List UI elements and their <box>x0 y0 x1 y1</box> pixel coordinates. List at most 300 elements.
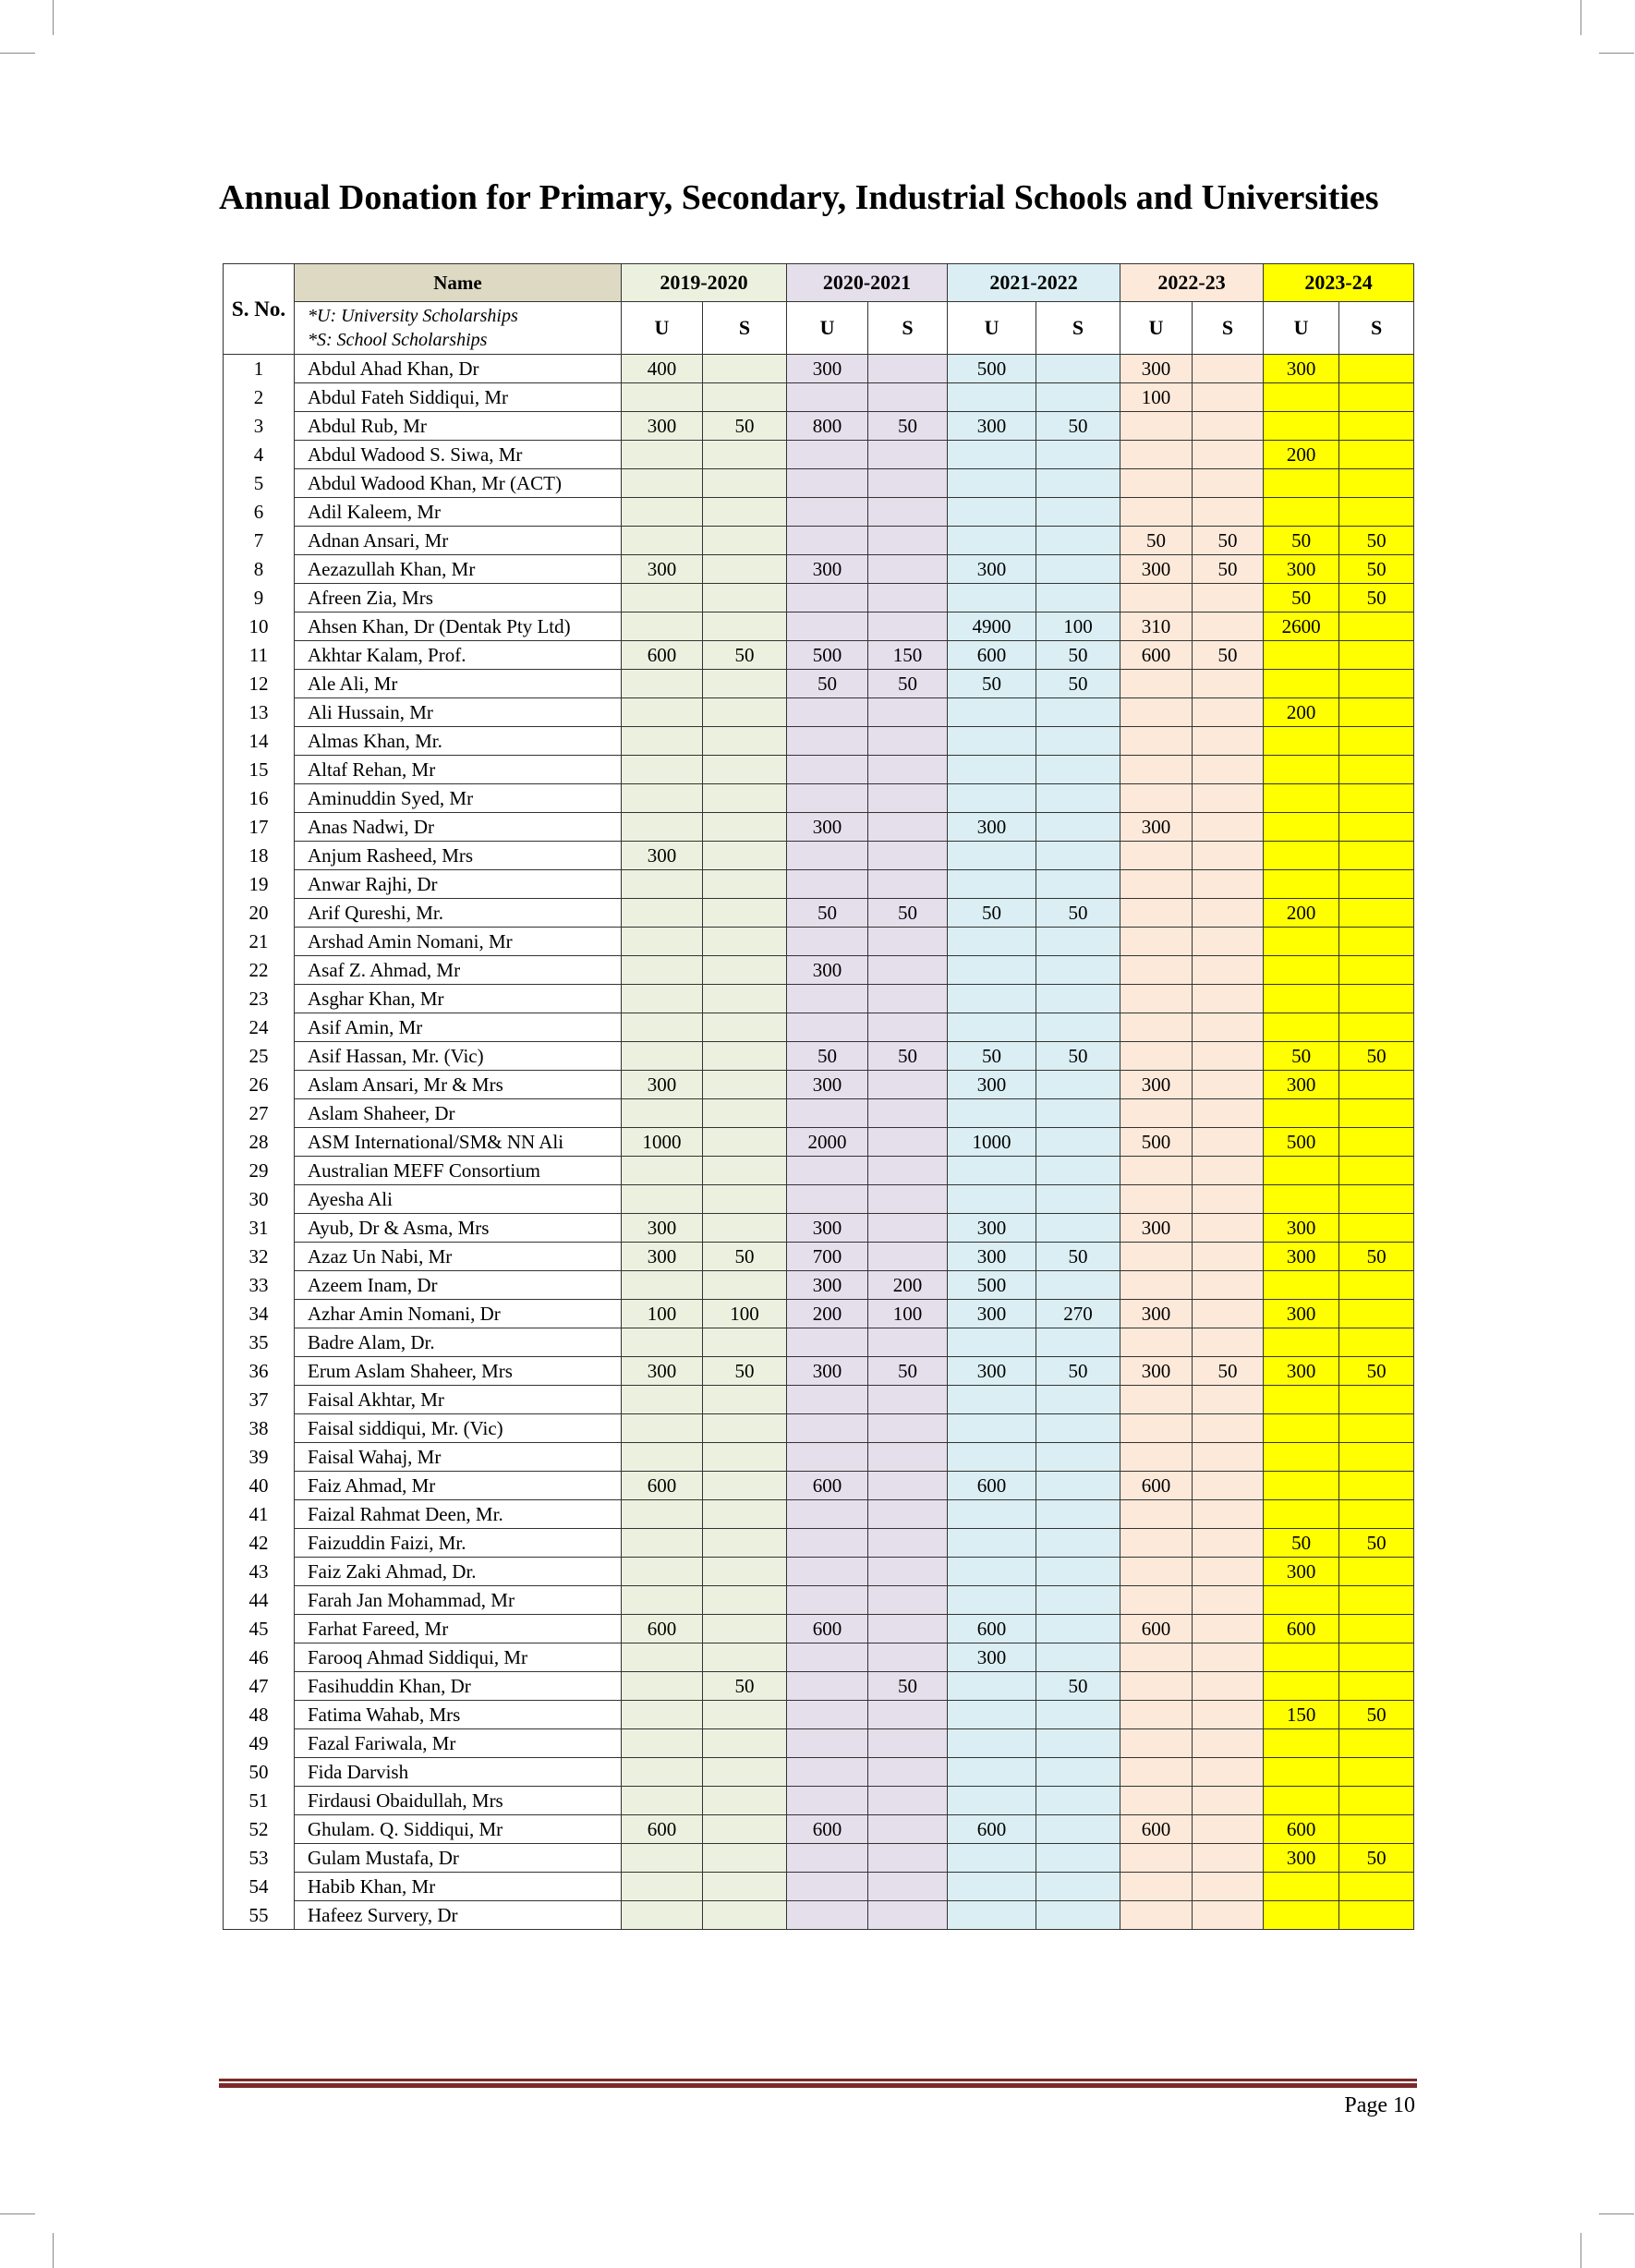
school-amount-cell <box>1036 813 1120 842</box>
school-amount-cell <box>868 1013 948 1042</box>
university-amount-cell <box>1264 756 1339 784</box>
university-amount-cell <box>1264 985 1339 1013</box>
sno-cell: 30 <box>224 1185 295 1214</box>
donor-name-cell: Adnan Ansari, Mr <box>295 527 622 555</box>
table-row <box>224 1271 1414 1300</box>
university-amount-cell <box>622 1042 703 1071</box>
school-amount-cell <box>703 1157 787 1185</box>
school-amount-cell <box>1339 1901 1414 1930</box>
school-amount-cell <box>1036 1414 1120 1443</box>
school-amount-cell: 50 <box>1339 1243 1414 1271</box>
school-amount-cell <box>868 555 948 584</box>
university-amount-cell <box>787 1901 868 1930</box>
school-amount-cell <box>1193 1099 1264 1128</box>
table-row <box>224 1758 1414 1787</box>
university-amount-cell: 300 <box>1264 1071 1339 1099</box>
school-amount-cell <box>1193 1500 1264 1529</box>
school-amount-cell <box>1036 756 1120 784</box>
school-amount-cell <box>868 1500 948 1529</box>
table-row <box>224 698 1414 727</box>
sno-cell: 40 <box>224 1472 295 1500</box>
school-amount-cell <box>703 1500 787 1529</box>
university-amount-cell: 600 <box>787 1815 868 1844</box>
school-amount-cell <box>868 1157 948 1185</box>
school-amount-cell <box>1339 784 1414 813</box>
university-amount-cell: 400 <box>622 355 703 383</box>
university-amount-cell: 600 <box>787 1615 868 1643</box>
table-row <box>224 1386 1414 1414</box>
sub-header-s: S <box>1193 302 1264 355</box>
table-row <box>224 1013 1414 1042</box>
school-amount-cell: 50 <box>1193 1357 1264 1386</box>
school-amount-cell <box>703 928 787 956</box>
school-amount-cell <box>868 469 948 498</box>
school-amount-cell: 50 <box>1193 555 1264 584</box>
school-amount-cell <box>703 870 787 899</box>
school-amount-cell <box>868 1243 948 1271</box>
university-amount-cell: 300 <box>622 1214 703 1243</box>
university-amount-cell <box>1120 670 1193 698</box>
university-amount-cell <box>622 784 703 813</box>
sno-cell: 33 <box>224 1271 295 1300</box>
school-amount-cell <box>1193 756 1264 784</box>
university-amount-cell <box>948 1729 1036 1758</box>
university-amount-cell <box>622 928 703 956</box>
school-amount-cell <box>1036 1328 1120 1357</box>
university-amount-cell <box>622 1185 703 1214</box>
school-amount-cell <box>703 355 787 383</box>
university-amount-cell <box>622 1386 703 1414</box>
sno-cell: 55 <box>224 1901 295 1930</box>
school-amount-cell <box>703 956 787 985</box>
school-amount-cell <box>703 727 787 756</box>
table-row <box>224 956 1414 985</box>
school-amount-cell <box>1339 870 1414 899</box>
school-amount-cell <box>1036 784 1120 813</box>
university-amount-cell: 1000 <box>622 1128 703 1157</box>
school-amount-cell: 150 <box>868 641 948 670</box>
school-amount-cell <box>1193 1386 1264 1414</box>
year-header-2021-2022: 2021-2022 <box>948 264 1120 302</box>
donor-name-cell: Australian MEFF Consortium <box>295 1157 622 1185</box>
university-amount-cell: 500 <box>1264 1128 1339 1157</box>
school-amount-cell <box>1036 956 1120 985</box>
school-amount-cell <box>1036 727 1120 756</box>
school-amount-cell <box>1036 1787 1120 1815</box>
university-amount-cell <box>1264 1758 1339 1787</box>
university-amount-cell <box>622 383 703 412</box>
university-amount-cell <box>1120 469 1193 498</box>
university-amount-cell <box>622 756 703 784</box>
university-amount-cell <box>948 727 1036 756</box>
table-row <box>224 899 1414 928</box>
university-amount-cell <box>622 1586 703 1615</box>
school-amount-cell <box>1036 1271 1120 1300</box>
university-amount-cell: 300 <box>787 1071 868 1099</box>
table-row <box>224 1414 1414 1443</box>
table-row <box>224 1357 1414 1386</box>
university-amount-cell: 300 <box>948 1071 1036 1099</box>
school-amount-cell <box>1193 584 1264 612</box>
university-amount-cell: 600 <box>948 1815 1036 1844</box>
school-amount-cell <box>1193 1729 1264 1758</box>
school-amount-cell <box>703 1615 787 1643</box>
school-amount-cell <box>1193 1615 1264 1643</box>
school-amount-cell <box>1036 1873 1120 1901</box>
university-amount-cell: 300 <box>948 1243 1036 1271</box>
table-row <box>224 1701 1414 1729</box>
university-amount-cell <box>1120 1185 1193 1214</box>
school-amount-cell <box>1339 756 1414 784</box>
table-row <box>224 1214 1414 1243</box>
university-amount-cell <box>948 928 1036 956</box>
school-amount-cell <box>1193 1586 1264 1615</box>
university-amount-cell <box>1120 1013 1193 1042</box>
university-amount-cell: 300 <box>622 1357 703 1386</box>
university-amount-cell <box>948 1414 1036 1443</box>
university-amount-cell <box>622 813 703 842</box>
donor-name-cell: Adil Kaleem, Mr <box>295 498 622 527</box>
table-row <box>224 985 1414 1013</box>
header-row-sub <box>224 302 1414 355</box>
university-amount-cell: 300 <box>948 1300 1036 1328</box>
university-amount-cell <box>622 727 703 756</box>
school-amount-cell <box>1339 1558 1414 1586</box>
school-amount-cell <box>1193 1701 1264 1729</box>
university-amount-cell <box>1120 1586 1193 1615</box>
university-amount-cell: 300 <box>1120 355 1193 383</box>
university-amount-cell <box>948 1500 1036 1529</box>
sno-cell: 39 <box>224 1443 295 1472</box>
school-amount-cell: 50 <box>868 899 948 928</box>
donor-name-cell: Faiz Ahmad, Mr <box>295 1472 622 1500</box>
donor-name-cell: Azeem Inam, Dr <box>295 1271 622 1300</box>
university-amount-cell <box>948 1558 1036 1586</box>
university-amount-cell <box>1264 813 1339 842</box>
university-amount-cell <box>1120 1787 1193 1815</box>
school-amount-cell <box>868 842 948 870</box>
year-header-2022-23: 2022-23 <box>1120 264 1264 302</box>
school-amount-cell <box>868 1443 948 1472</box>
school-amount-cell <box>1339 1128 1414 1157</box>
school-amount-cell <box>1036 1643 1120 1672</box>
university-amount-cell <box>1264 1729 1339 1758</box>
sno-cell: 1 <box>224 355 295 383</box>
university-amount-cell <box>1120 784 1193 813</box>
school-amount-cell <box>1339 1328 1414 1357</box>
university-amount-cell <box>948 441 1036 469</box>
university-amount-cell <box>1120 899 1193 928</box>
university-amount-cell: 50 <box>787 1042 868 1071</box>
donor-name-cell: Faisal Akhtar, Mr <box>295 1386 622 1414</box>
school-amount-cell: 50 <box>868 412 948 441</box>
donor-name-cell: Badre Alam, Dr. <box>295 1328 622 1357</box>
university-amount-cell <box>1264 1643 1339 1672</box>
school-amount-cell <box>1036 1529 1120 1558</box>
sub-header-u: U <box>948 302 1036 355</box>
school-amount-cell <box>868 985 948 1013</box>
donor-name-cell: Abdul Fateh Siddiqui, Mr <box>295 383 622 412</box>
school-amount-cell <box>1193 1873 1264 1901</box>
school-amount-cell <box>868 1529 948 1558</box>
university-amount-cell: 600 <box>1120 1815 1193 1844</box>
school-amount-cell <box>1193 727 1264 756</box>
university-amount-cell <box>622 1013 703 1042</box>
sno-cell: 22 <box>224 956 295 985</box>
table-row <box>224 1185 1414 1214</box>
school-amount-cell <box>703 1013 787 1042</box>
university-amount-cell: 300 <box>787 1214 868 1243</box>
school-amount-cell <box>703 1214 787 1243</box>
university-amount-cell <box>787 784 868 813</box>
donor-name-cell: Abdul Rub, Mr <box>295 412 622 441</box>
name-header: Name <box>295 264 622 302</box>
school-amount-cell: 50 <box>1339 1042 1414 1071</box>
crop-mark <box>1580 0 1581 35</box>
university-amount-cell <box>622 1271 703 1300</box>
table-row <box>224 1500 1414 1529</box>
school-amount-cell <box>1036 498 1120 527</box>
sno-cell: 47 <box>224 1672 295 1701</box>
university-amount-cell <box>787 1157 868 1185</box>
school-amount-cell: 50 <box>868 1042 948 1071</box>
university-amount-cell: 300 <box>948 555 1036 584</box>
legend-school: *S: School Scholarships <box>308 330 488 350</box>
university-amount-cell: 50 <box>787 899 868 928</box>
school-amount-cell: 50 <box>868 1672 948 1701</box>
school-amount-cell <box>703 1185 787 1214</box>
sno-cell: 46 <box>224 1643 295 1672</box>
school-amount-cell: 50 <box>1036 1672 1120 1701</box>
school-amount-cell <box>1193 1157 1264 1185</box>
school-amount-cell: 50 <box>1036 1042 1120 1071</box>
university-amount-cell: 300 <box>622 842 703 870</box>
school-amount-cell <box>1036 1071 1120 1099</box>
school-amount-cell: 50 <box>1036 899 1120 928</box>
school-amount-cell <box>1036 1615 1120 1643</box>
sno-cell: 26 <box>224 1071 295 1099</box>
school-amount-cell <box>703 1758 787 1787</box>
sno-cell: 18 <box>224 842 295 870</box>
donor-name-cell: Ghulam. Q. Siddiqui, Mr <box>295 1815 622 1844</box>
university-amount-cell <box>1120 1271 1193 1300</box>
school-amount-cell <box>1339 1214 1414 1243</box>
university-amount-cell <box>787 1758 868 1787</box>
university-amount-cell <box>1264 412 1339 441</box>
table-row <box>224 870 1414 899</box>
school-amount-cell <box>1339 670 1414 698</box>
sno-cell: 27 <box>224 1099 295 1128</box>
sno-cell: 17 <box>224 813 295 842</box>
school-amount-cell <box>868 1185 948 1214</box>
university-amount-cell <box>622 985 703 1013</box>
school-amount-cell <box>868 1643 948 1672</box>
school-amount-cell: 50 <box>1339 584 1414 612</box>
school-amount-cell <box>1193 1071 1264 1099</box>
university-amount-cell <box>1264 1328 1339 1357</box>
school-amount-cell <box>868 756 948 784</box>
university-amount-cell: 4900 <box>948 612 1036 641</box>
school-amount-cell <box>1193 784 1264 813</box>
school-amount-cell <box>1193 956 1264 985</box>
university-amount-cell: 300 <box>1264 355 1339 383</box>
donor-name-cell: Altaf Rehan, Mr <box>295 756 622 784</box>
university-amount-cell <box>948 698 1036 727</box>
school-amount-cell <box>868 1071 948 1099</box>
university-amount-cell <box>622 899 703 928</box>
sub-header-s: S <box>868 302 948 355</box>
university-amount-cell <box>948 870 1036 899</box>
school-amount-cell <box>868 1615 948 1643</box>
school-amount-cell <box>703 1128 787 1157</box>
university-amount-cell: 600 <box>622 1472 703 1500</box>
sno-cell: 35 <box>224 1328 295 1357</box>
school-amount-cell <box>703 1042 787 1071</box>
university-amount-cell <box>948 527 1036 555</box>
school-amount-cell <box>703 527 787 555</box>
sno-cell: 25 <box>224 1042 295 1071</box>
crop-mark <box>1599 53 1634 54</box>
university-amount-cell: 500 <box>1120 1128 1193 1157</box>
university-amount-cell <box>1120 584 1193 612</box>
school-amount-cell <box>868 1386 948 1414</box>
school-amount-cell <box>1339 1414 1414 1443</box>
university-amount-cell: 300 <box>1264 1243 1339 1271</box>
school-amount-cell <box>868 1729 948 1758</box>
school-amount-cell <box>703 1414 787 1443</box>
university-amount-cell: 800 <box>787 412 868 441</box>
donor-name-cell: Habib Khan, Mr <box>295 1873 622 1901</box>
university-amount-cell: 200 <box>787 1300 868 1328</box>
school-amount-cell: 50 <box>703 1672 787 1701</box>
school-amount-cell <box>1339 1013 1414 1042</box>
school-amount-cell <box>1193 1300 1264 1328</box>
page-number: Page 10 <box>1344 2093 1415 2117</box>
university-amount-cell: 200 <box>1264 441 1339 469</box>
university-amount-cell <box>1120 1758 1193 1787</box>
university-amount-cell <box>787 870 868 899</box>
school-amount-cell <box>868 1586 948 1615</box>
school-amount-cell <box>1193 612 1264 641</box>
school-amount-cell <box>868 1844 948 1873</box>
university-amount-cell <box>787 756 868 784</box>
sno-cell: 34 <box>224 1300 295 1328</box>
school-amount-cell <box>868 1128 948 1157</box>
university-amount-cell <box>787 1844 868 1873</box>
school-amount-cell <box>703 441 787 469</box>
school-amount-cell <box>1036 1558 1120 1586</box>
university-amount-cell <box>622 1701 703 1729</box>
university-amount-cell <box>787 1529 868 1558</box>
school-amount-cell: 50 <box>1193 527 1264 555</box>
school-amount-cell <box>703 1901 787 1930</box>
school-amount-cell <box>1193 1042 1264 1071</box>
university-amount-cell <box>1264 1901 1339 1930</box>
university-amount-cell <box>1120 1157 1193 1185</box>
university-amount-cell: 600 <box>948 1472 1036 1500</box>
university-amount-cell <box>622 1873 703 1901</box>
sno-cell: 44 <box>224 1586 295 1615</box>
school-amount-cell <box>1193 1844 1264 1873</box>
crop-mark <box>0 53 35 54</box>
sno-cell: 13 <box>224 698 295 727</box>
university-amount-cell <box>622 527 703 555</box>
university-amount-cell <box>1264 842 1339 870</box>
school-amount-cell: 50 <box>1339 555 1414 584</box>
donor-name-cell: Faisal Wahaj, Mr <box>295 1443 622 1472</box>
school-amount-cell <box>1036 527 1120 555</box>
university-amount-cell <box>1120 756 1193 784</box>
school-amount-cell <box>1193 1243 1264 1271</box>
school-amount-cell <box>1339 698 1414 727</box>
school-amount-cell <box>868 612 948 641</box>
donor-name-cell: Abdul Ahad Khan, Dr <box>295 355 622 383</box>
university-amount-cell <box>1120 956 1193 985</box>
table-row <box>224 842 1414 870</box>
table-row <box>224 1099 1414 1128</box>
page-title: Annual Donation for Primary, Secondary, Industrial Schools and Universities <box>219 178 1379 217</box>
university-amount-cell: 600 <box>1264 1615 1339 1643</box>
sno-cell: 3 <box>224 412 295 441</box>
university-amount-cell <box>787 698 868 727</box>
university-amount-cell <box>1264 956 1339 985</box>
table-row <box>224 1472 1414 1500</box>
school-amount-cell: 50 <box>1036 1357 1120 1386</box>
sno-cell: 32 <box>224 1243 295 1271</box>
university-amount-cell <box>1264 784 1339 813</box>
school-amount-cell <box>1339 1643 1414 1672</box>
university-amount-cell <box>1264 1013 1339 1042</box>
school-amount-cell <box>1193 1443 1264 1472</box>
school-amount-cell <box>868 1701 948 1729</box>
university-amount-cell <box>1264 383 1339 412</box>
donor-name-cell: Fazal Fariwala, Mr <box>295 1729 622 1758</box>
sno-cell: 12 <box>224 670 295 698</box>
school-amount-cell <box>1193 1529 1264 1558</box>
donor-name-cell: Ahsen Khan, Dr (Dentak Pty Ltd) <box>295 612 622 641</box>
university-amount-cell: 600 <box>1120 1472 1193 1500</box>
school-amount-cell <box>1193 842 1264 870</box>
university-amount-cell: 500 <box>787 641 868 670</box>
university-amount-cell <box>1264 1443 1339 1472</box>
school-amount-cell <box>703 1729 787 1758</box>
crop-mark <box>1580 2233 1581 2268</box>
table-row <box>224 412 1414 441</box>
school-amount-cell: 50 <box>703 412 787 441</box>
university-amount-cell: 300 <box>787 1271 868 1300</box>
university-amount-cell: 300 <box>787 355 868 383</box>
sno-cell: 54 <box>224 1873 295 1901</box>
university-amount-cell: 2000 <box>787 1128 868 1157</box>
school-amount-cell <box>1193 1185 1264 1214</box>
table-row <box>224 469 1414 498</box>
university-amount-cell <box>622 1529 703 1558</box>
university-amount-cell <box>948 1701 1036 1729</box>
school-amount-cell <box>703 1071 787 1099</box>
university-amount-cell <box>1120 1414 1193 1443</box>
table-row <box>224 1672 1414 1701</box>
donor-name-cell: Aslam Ansari, Mr & Mrs <box>295 1071 622 1099</box>
sno-cell: 11 <box>224 641 295 670</box>
university-amount-cell <box>787 1386 868 1414</box>
school-amount-cell <box>868 727 948 756</box>
school-amount-cell: 50 <box>1339 1357 1414 1386</box>
school-amount-cell: 100 <box>703 1300 787 1328</box>
footer-rule <box>219 2083 1417 2088</box>
university-amount-cell: 300 <box>787 555 868 584</box>
university-amount-cell <box>787 1013 868 1042</box>
university-amount-cell <box>1264 1271 1339 1300</box>
